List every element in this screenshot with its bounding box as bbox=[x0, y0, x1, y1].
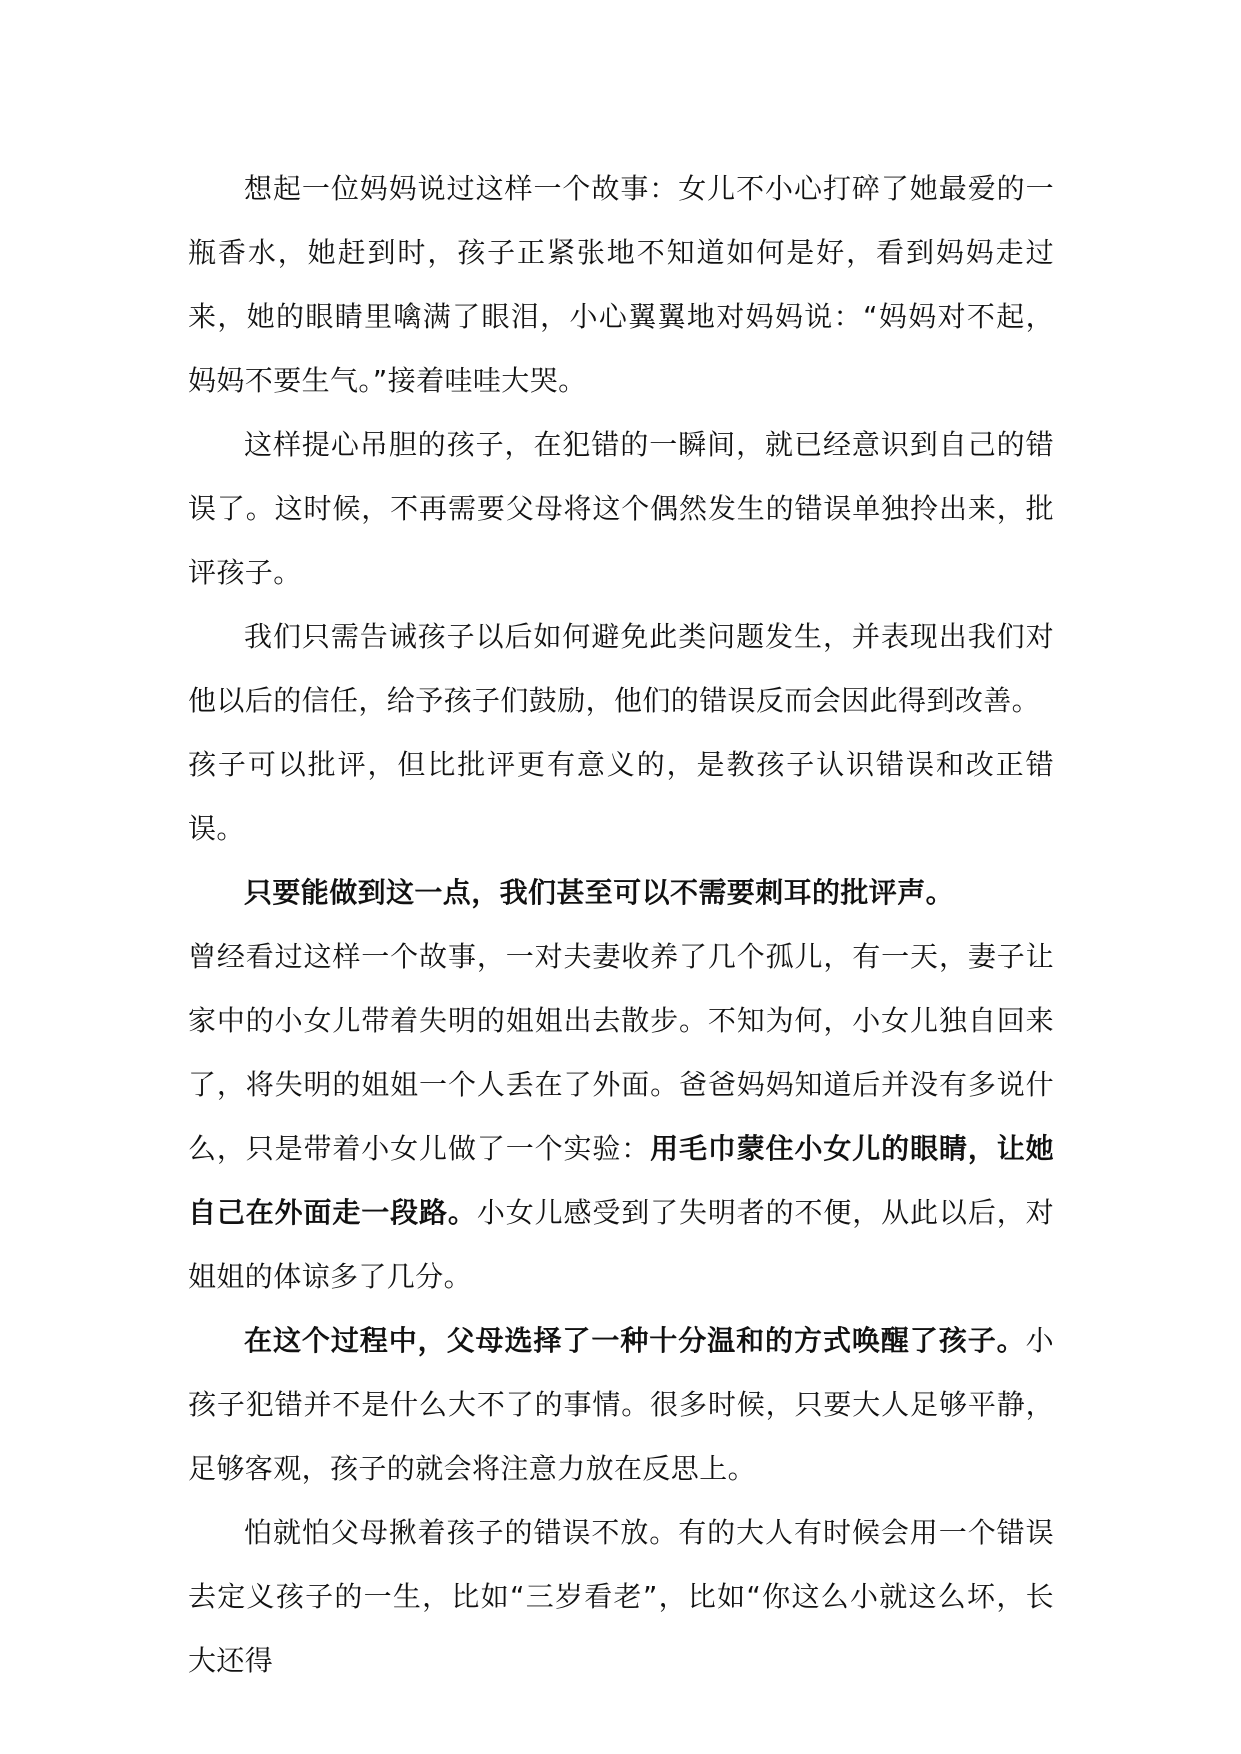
paragraph-gentle-way bbox=[188, 1309, 1054, 1501]
paragraph-bold-text: 只要能做到这一点，我们甚至可以不需要刺耳的批评声。 bbox=[244, 876, 955, 909]
paragraph-bold-text: 在这个过程中，父母选择了一种十分温和的方式唤醒了孩子。 bbox=[244, 1324, 1026, 1357]
paragraph-story-blind-sister bbox=[188, 925, 1054, 1309]
paragraph-parents-fear bbox=[188, 1501, 1054, 1693]
paragraph-text: 这样提心吊胆的孩子，在犯错的一瞬间，就已经意识到自己的错误了。这时候，不再需要父母将这个偶然发生的错误单独拎出来，批评孩子。 bbox=[188, 428, 1054, 589]
paragraph-text: 小女儿感受到了失明者的不便，从此以后，对姐姐的体谅多了几分。 bbox=[188, 1196, 1054, 1293]
paragraph-key-point bbox=[188, 861, 1054, 925]
paragraph-encourage bbox=[188, 605, 1054, 733]
paragraph-teach-correction bbox=[188, 733, 1054, 861]
paragraph-bold-text: 用毛巾蒙住小女儿的眼睛，让她自己在外面走一段路。 bbox=[188, 1132, 1054, 1229]
document-body bbox=[188, 157, 1054, 1693]
paragraph-text: 孩子可以批评，但比批评更有意义的，是教孩子认识错误和改正错误。 bbox=[188, 748, 1054, 845]
paragraph-text: 怕就怕父母揪着孩子的错误不放。有的大人有时候会用一个错误去定义孩子的一生，比如“三岁看老”，比如“你这么小就这么坏，长大还得 bbox=[188, 1516, 1054, 1677]
paragraph-story-perfume bbox=[188, 157, 1054, 413]
paragraph-text: 想起一位妈妈说过这样一个故事：女儿不小心打碎了她最爱的一瓶香水，她赶到时，孩子正紧张地不知道如何是好，看到妈妈走过来，她的眼睛里噙满了眼泪，小心翼翼地对妈妈说：“妈妈对不起，妈妈不要生气。”接着哇哇大哭。 bbox=[188, 172, 1054, 397]
paragraph-text: 小孩子犯错并不是什么大不了的事情。很多时候，只要大人足够平静，足够客观，孩子的就会将注意力放在反思上。 bbox=[188, 1324, 1054, 1485]
paragraph-text: 曾经看过这样一个故事，一对夫妻收养了几个孤儿，有一天，妻子让家中的小女儿带着失明的姐姐出去散步。不知为何，小女儿独自回来了，将失明的姐姐一个人丢在了外面。爸爸妈妈知道后并没有多说什么，只是带着小女儿做了一个实验： bbox=[188, 940, 1054, 1165]
paragraph-text: 我们只需告诫孩子以后如何避免此类问题发生，并表现出我们对他以后的信任，给予孩子们鼓励，他们的错误反而会因此得到改善。 bbox=[188, 620, 1054, 717]
paragraph-anxious-child bbox=[188, 413, 1054, 605]
